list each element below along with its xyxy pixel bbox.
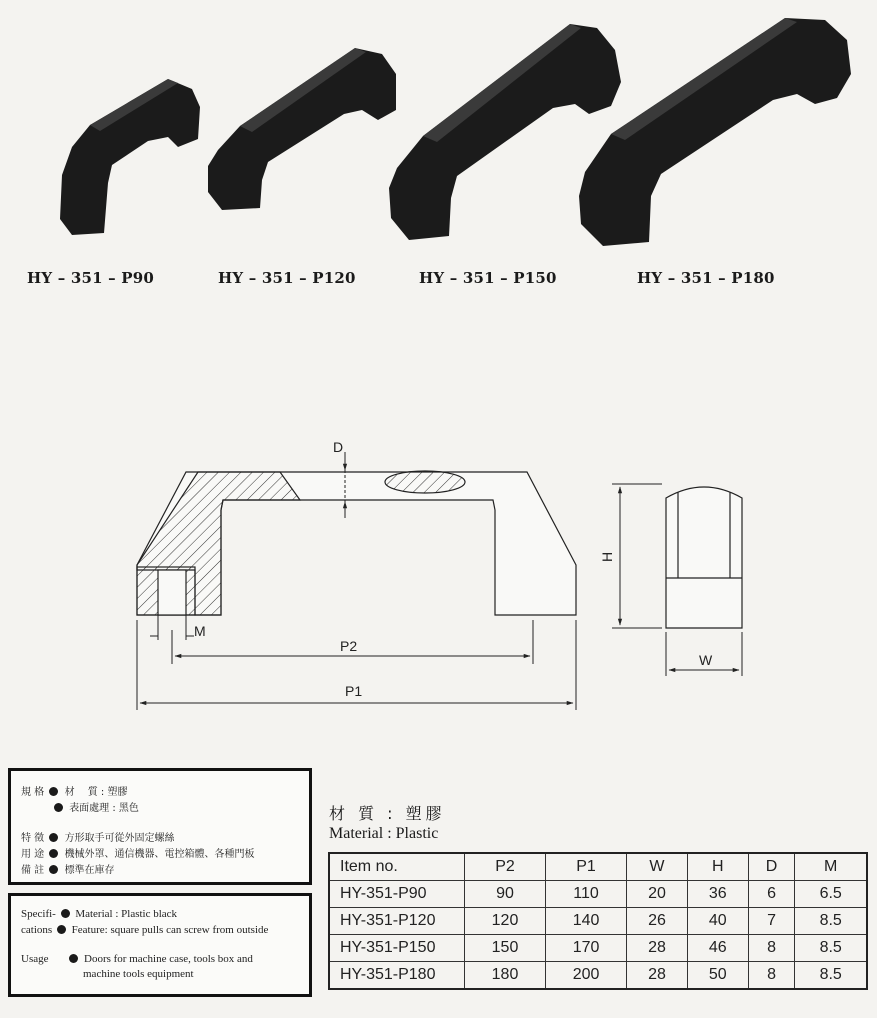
spec-en-head-usage: Usage xyxy=(21,953,49,965)
bullet-icon xyxy=(49,849,58,858)
cell-p2: 90 xyxy=(465,881,546,908)
col-header-w: W xyxy=(627,853,688,881)
cell-p2: 120 xyxy=(465,908,546,935)
col-header-d: D xyxy=(748,853,795,881)
cell-d: 6 xyxy=(748,881,795,908)
spec-cn-head-usage: 用 途 xyxy=(21,849,45,860)
cell-p1: 140 xyxy=(546,908,627,935)
side-view xyxy=(666,487,742,628)
cell-w: 26 xyxy=(627,908,688,935)
cell-p1: 170 xyxy=(546,935,627,962)
cell-d: 8 xyxy=(748,962,795,990)
cell-p2: 180 xyxy=(465,962,546,990)
product-label-p90: HY – 351 – P90 xyxy=(27,269,155,287)
spec-cn-row-5 xyxy=(21,861,115,876)
bullet-icon xyxy=(57,925,66,934)
spec-en-head-2: cations xyxy=(21,924,53,936)
cell-h: 46 xyxy=(687,935,748,962)
table-row xyxy=(329,962,867,990)
col-header-p1: P1 xyxy=(546,853,627,881)
bullet-icon xyxy=(61,909,70,918)
spec-table xyxy=(328,852,868,990)
cell-h: 50 xyxy=(687,962,748,990)
col-header-item: Item no. xyxy=(329,853,465,881)
bullet-icon xyxy=(49,787,58,796)
bullet-icon xyxy=(49,865,58,874)
bullet-icon xyxy=(69,954,78,963)
product-label-p150: HY – 351 – P150 xyxy=(419,269,557,287)
cell-w: 28 xyxy=(627,935,688,962)
p2-label: P2 xyxy=(340,638,358,654)
m-label: M xyxy=(194,623,206,639)
cell-m: 8.5 xyxy=(795,935,867,962)
cell-m: 8.5 xyxy=(795,962,867,990)
spec-cn-usage: 機械外罩、通信機器、電控箱體、各種門板 xyxy=(64,849,255,860)
table-header-row xyxy=(329,853,867,881)
material-heading-cn: 材 質 : 塑膠 xyxy=(329,804,446,823)
spec-cn-surface: 表面處理 : 黑色 xyxy=(69,803,139,814)
cell-w: 20 xyxy=(627,881,688,908)
cell-item: HY-351-P120 xyxy=(329,908,465,935)
cell-item: HY-351-P90 xyxy=(329,881,465,908)
cell-h: 40 xyxy=(687,908,748,935)
bullet-icon xyxy=(54,803,63,812)
spec-cn-row-3 xyxy=(21,829,175,844)
cell-m: 6.5 xyxy=(795,881,867,908)
cell-d: 7 xyxy=(748,908,795,935)
material-heading-en: Material : Plastic xyxy=(329,825,439,842)
product-label-p180: HY – 351 – P180 xyxy=(637,269,775,287)
cell-w: 28 xyxy=(627,962,688,990)
cell-item: HY-351-P150 xyxy=(329,935,465,962)
d-label: D xyxy=(333,439,344,455)
table-row xyxy=(329,908,867,935)
spec-cn-head-feature: 特 徵 xyxy=(21,833,45,844)
spec-en-feature: Feature: square pulls can screw from outside xyxy=(71,924,269,936)
spec-en-usage-1: Doors for machine case, tools box and xyxy=(84,953,253,965)
w-label: W xyxy=(699,652,713,668)
bullet-icon xyxy=(49,833,58,842)
cell-item: HY-351-P180 xyxy=(329,962,465,990)
col-header-p2: P2 xyxy=(465,853,546,881)
h-dimension xyxy=(612,484,662,628)
table-row xyxy=(329,881,867,908)
spec-cn-remark: 標準在庫存 xyxy=(64,865,115,876)
spec-cn-row-2 xyxy=(52,799,139,814)
spec-en-row-3 xyxy=(21,953,253,965)
cell-d: 8 xyxy=(748,935,795,962)
spec-cn-head-specs: 規 格 xyxy=(21,787,45,798)
spec-en-row-2 xyxy=(21,924,268,936)
col-header-h: H xyxy=(687,853,748,881)
table-row xyxy=(329,935,867,962)
cell-h: 36 xyxy=(687,881,748,908)
cell-p1: 110 xyxy=(546,881,627,908)
product-label-p120: HY – 351 – P120 xyxy=(218,269,356,287)
spec-en-head-1: Specifi- xyxy=(21,908,56,920)
spec-cn-feature: 方形取手可從外固定螺絲 xyxy=(64,833,175,844)
cell-p2: 150 xyxy=(465,935,546,962)
spec-en-row-4 xyxy=(83,968,194,980)
spec-en-usage-2: machine tools equipment xyxy=(83,968,194,980)
col-header-m: M xyxy=(795,853,867,881)
p1-label: P1 xyxy=(345,683,363,699)
spec-en-row-1 xyxy=(21,908,177,920)
spec-box-english xyxy=(8,893,312,997)
spec-cn-head-remark: 備 註 xyxy=(21,865,45,876)
spec-en-material: Material : Plastic black xyxy=(75,908,178,920)
cell-p1: 200 xyxy=(546,962,627,990)
spec-cn-material: 材 質 : 塑膠 xyxy=(64,787,128,798)
spec-cn-row-4 xyxy=(21,845,255,860)
h-label: H xyxy=(599,551,615,562)
spec-cn-row-1 xyxy=(21,783,127,798)
cell-m: 8.5 xyxy=(795,908,867,935)
spec-box-chinese xyxy=(8,768,312,885)
front-view xyxy=(137,471,576,615)
